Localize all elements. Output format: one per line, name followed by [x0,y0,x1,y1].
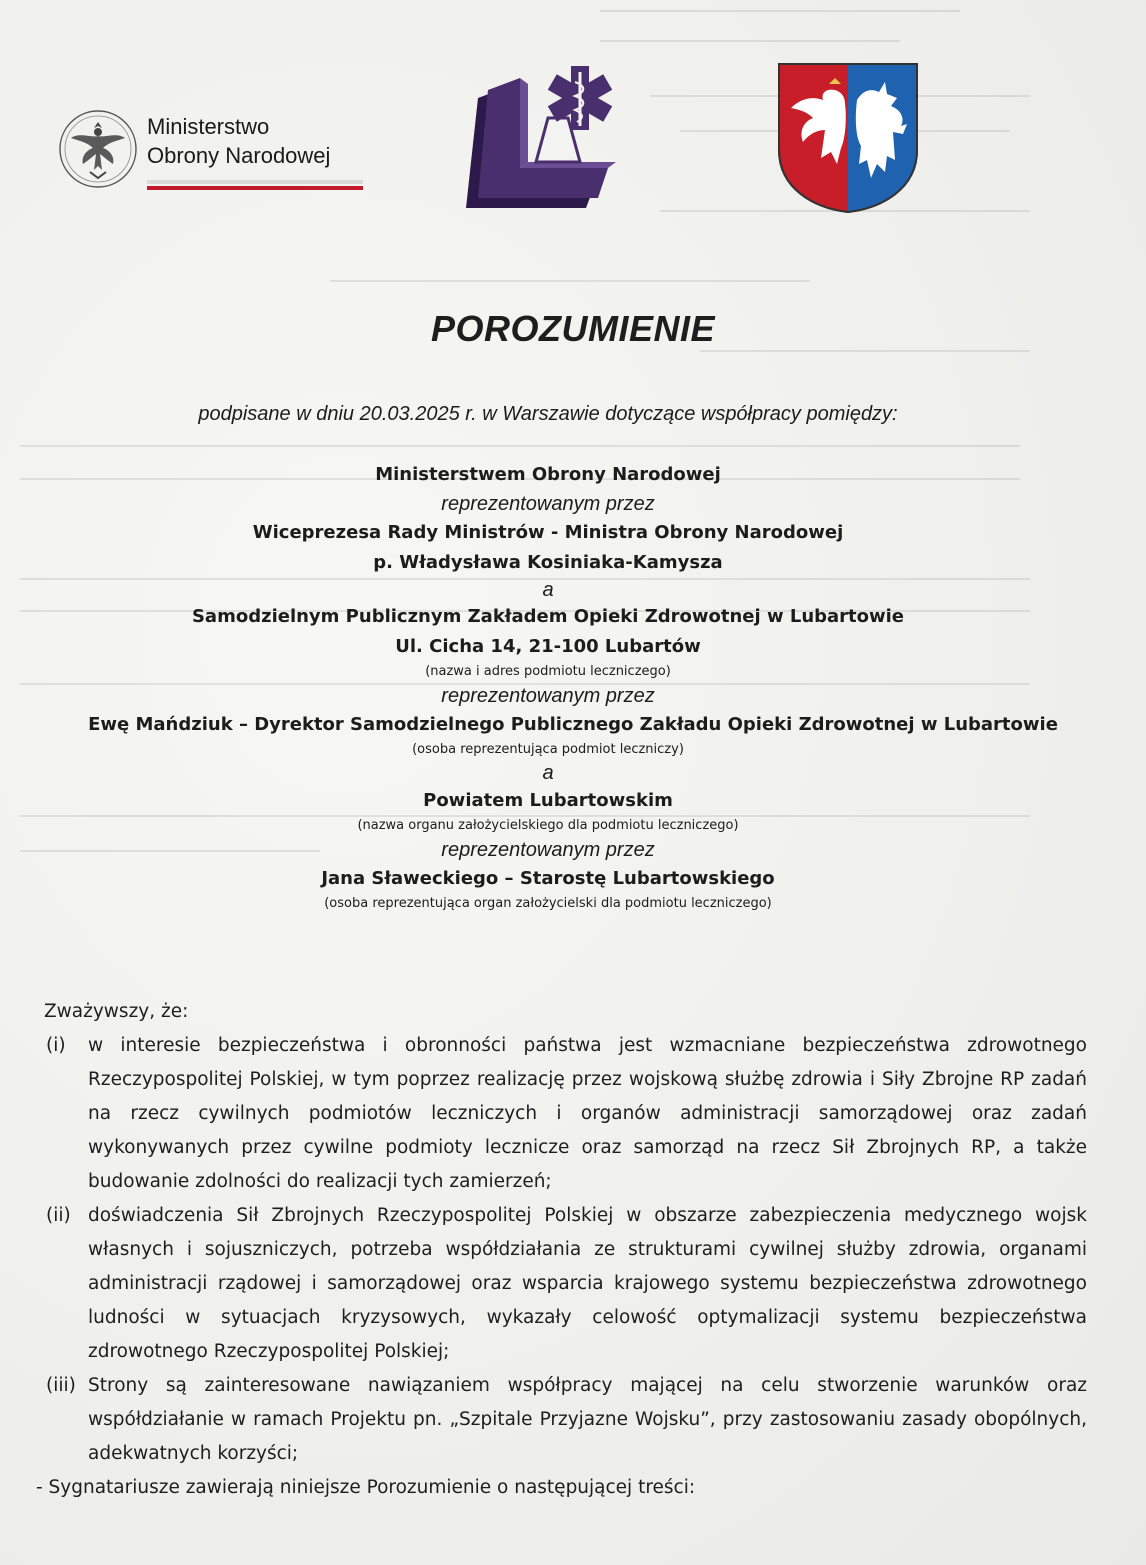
party1-name: Ministerstwem Obrony Narodowej [375,464,721,485]
ministry-logo-line1: Ministerstwo [147,114,270,139]
recital-marker: (ii) [46,1205,71,1226]
recital-text: doświadczenia Sił Zbrojnych Rzeczypospolitej Polskiej w obszarze zabezpieczenia medycznego wojsk własnych i sojuszniczych, potrzeba współdziałania ze strukturami cywilnej służby zdrowia, organami administracji rządowej i samorządowej oraz wsparcia krajowego systemu bezpieczeństwa zdrowotnego ludności w sytuacjach kryzysowych, wykazały celowość optymalizacji systemu bezpieczeństwa zdrowotnego Rzeczypospolitej Polskiej; [88,1205,1087,1362]
parties-block [0,460,1096,914]
recital-text: w interesie bezpieczeństwa i obronności państwa jest wzmacniane bezpieczeństwa zdrowotnego Rzeczypospolitej Polskiej, w tym poprzez realizację przez wojskową służbę zdrowia i Siły Zbrojne RP zadań na rzecz cywilnych podmiotów leczniczych i organów administracji samorządowej oraz zadań wykonywanych przez cywilne podmioty lecznicze oraz samorząd na rzecz Sił Zbrojnych RP, a także budowanie zdolności do realizacji tych zamierzeń; [88,1035,1087,1192]
logo-white-stripe [147,180,363,184]
recital-item [42,1369,1087,1471]
ministry-logo-text [147,112,330,170]
recitals-section [36,995,1087,1505]
recital-marker: (i) [46,1035,66,1056]
recitals-closing: - Sygnatariusze zawierają niniejsze Porozumienie o następującej treści: [36,1477,696,1498]
recital-item [42,1199,1087,1369]
recitals-lead: Zważywszy, że: [44,1001,189,1022]
conjunction-a: a [542,579,554,601]
party1-rep-label: reprezentowanym przez [441,493,655,515]
document-subtitle: podpisane w dniu 20.03.2025 r. w Warszawie dotyczące współpracy pomiędzy: [198,403,898,425]
recital-marker: (iii) [46,1375,76,1396]
party2-name: Samodzielnym Publicznym Zakładem Opieki Zdrowotnej w Lubartowie [191,606,905,627]
ministry-logo-line2: Obrony Narodowej [147,143,331,168]
logo-red-stripe [147,186,363,190]
party2-note: (nazwa i adres podmiotu leczniczego) [425,664,671,679]
party3-rep-note: (osoba reprezentująca organ założycielski dla podmiotu leczniczego) [324,896,772,911]
ministry-logo [57,108,367,196]
lubartow-coat-of-arms-icon [775,60,921,215]
party2-rep-label: reprezentowanym przez [441,685,655,707]
eagle-emblem-icon [57,108,139,190]
party3-rep-label: reprezentowanym przez [441,839,655,861]
party1-rep-person: p. Władysława Kosiniaka-Kamysza [373,552,723,573]
party2-address: Ul. Cicha 14, 21-100 Lubartów [395,636,701,657]
document-title: POROZUMIENIE [430,308,715,349]
hospital-l-logo-icon [448,58,648,218]
party3-name: Powiatem Lubartowskim [423,790,673,811]
party3-rep-person: Jana Sławeckiego – Starostę Lubartowskiego [321,868,775,889]
recital-text: Strony są zainteresowane nawiązaniem współpracy mającej na celu stworzenie warunków oraz współdziałanie w ramach Projektu pn. „Szpitale Przyjazne Wojsku”, przy zastosowaniu zasady obopólnych, adekwatnych korzyści; [88,1375,1087,1464]
party3-note: (nazwa organu założycielskiego dla podmiotu leczniczego) [357,818,739,833]
party2-rep-note: (osoba reprezentująca podmiot leczniczy) [412,742,684,757]
party2-rep-person: Ewę Mańdziuk – Dyrektor Samodzielnego Publicznego Zakładu Opieki Zdrowotnej w Lubartowie [88,714,1058,735]
conjunction-a: a [542,762,554,784]
recital-item [42,1029,1087,1199]
party1-rep-role: Wiceprezesa Rady Ministrów - Ministra Obrony Narodowej [252,522,844,543]
